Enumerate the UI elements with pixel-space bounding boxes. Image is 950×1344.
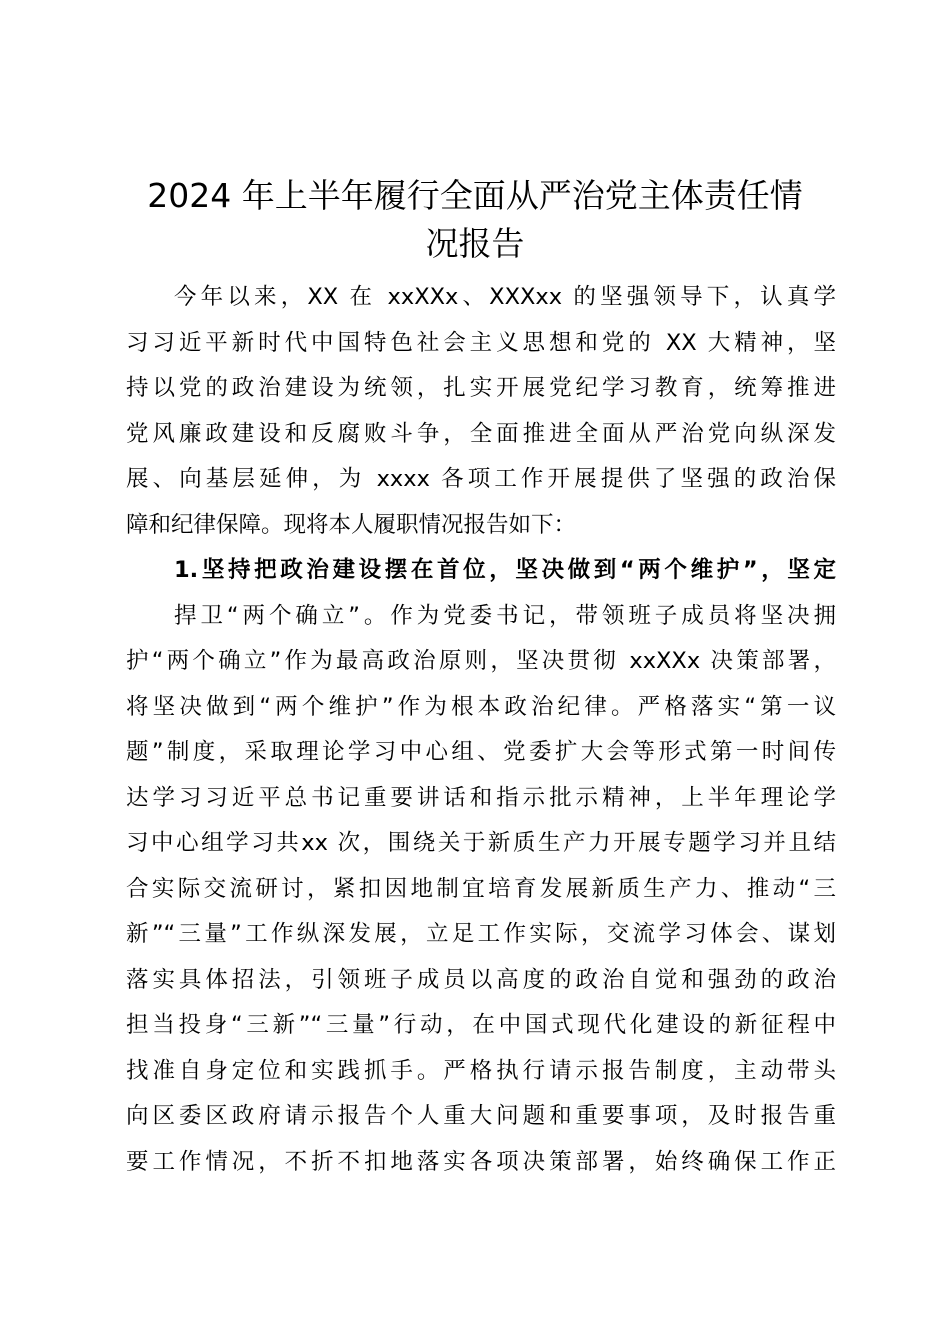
paragraph-line: 要工作情况，不折不扣地落实各项决策部署，始终确保工作正 [126,1148,836,1175]
title-line-1: 2024 年上半年履行全面从严治党主体责任情 [147,176,803,215]
paragraph-line: 习中心组学习共xx 次，围绕关于新质生产力开展专题学习并且结 [126,830,836,856]
paragraph-line: 新”“三量”工作纵深发展，立足工作实际，交流学习体会、谋划 [126,921,836,947]
paragraph-line: 持以党的政治建设为统领，扎实开展党纪学习教育，统筹推进 [126,375,836,401]
paragraph-line: 护“两个确立”作为最高政治原则，坚决贯彻 xxXXx 决策部署， [126,648,836,674]
paragraph-line: 捍卫“两个确立”。作为党委书记，带领班子成员将坚决拥 [174,602,836,629]
title-line-2: 况报告 [425,224,525,263]
paragraph-line: 党风廉政建设和反腐败斗争，全面推进全面从严治党向纵深发 [126,420,836,447]
paragraph-line: 合实际交流研讨，紧扣因地制宜培育发展新质生产力、推动“三 [126,875,836,902]
paragraph-line: 向区委区政府请示报告个人重大问题和重要事项，及时报告重 [126,1103,836,1129]
paragraph-line: 落实具体招法，引领班子成员以高度的政治自觉和强劲的政治 [126,966,836,993]
document-title [115,172,835,268]
paragraph-line: 担当投身“三新”“三量”行动，在中国式现代化建设的新征程中 [126,1012,836,1038]
document-body [126,275,836,1185]
paragraph-line: 找准自身定位和实践抓手。严格执行请示报告制度，主动带头 [126,1057,836,1084]
paragraph-line: 习习近平新时代中国特色社会主义思想和党的 XX 大精神，坚 [126,329,836,356]
paragraph-line: 障和纪律保障。现将本人履职情况报告如下： [126,511,577,538]
paragraph-line: 题”制度，采取理论学习中心组、党委扩大会等形式第一时间传 [126,739,836,765]
section-heading: 1.坚持把政治建设摆在首位，坚决做到“两个维护”，坚定 [174,557,836,583]
paragraph-line: 今年以来，XX 在 xxXXx、XXXxx 的坚强领导下，认真学 [174,284,836,310]
paragraph-line: 将坚决做到“两个维护”作为根本政治纪律。严格落实“第一议 [126,693,836,720]
paragraph-line: 展、向基层延伸，为 xxxx 各项工作开展提供了坚强的政治保 [126,466,836,492]
paragraph-line: 达学习习近平总书记重要讲话和指示批示精神，上半年理论学 [126,784,836,811]
